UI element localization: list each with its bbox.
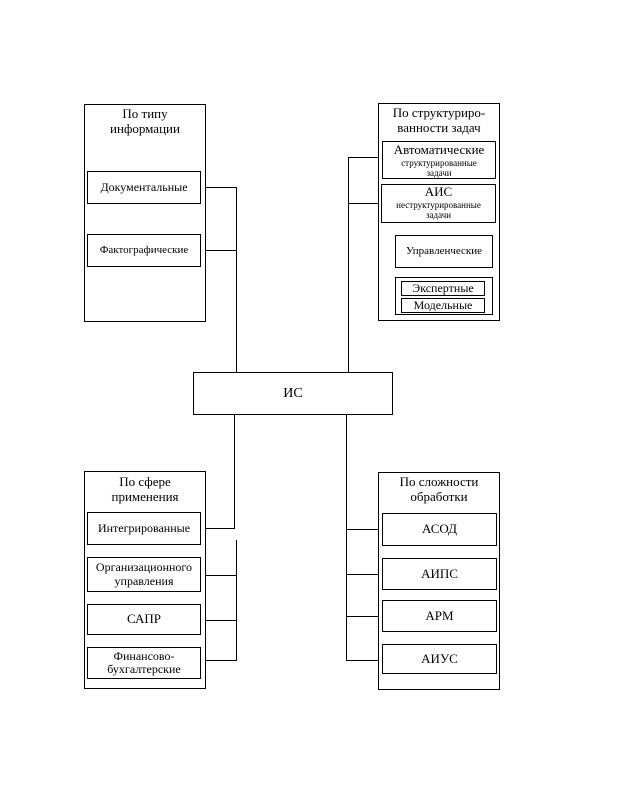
connector <box>348 203 382 204</box>
node-automatic-structured-text: Автоматические структурированные задачи <box>393 142 485 179</box>
is-label: ИС <box>283 385 303 401</box>
node-integrated: Интегрированные <box>87 512 201 545</box>
connector <box>234 413 235 529</box>
node-ais-unstructured-text: АИС неструктурированные задачи <box>396 184 481 221</box>
group-task-structure-title: По структуриро- ванности задач <box>392 105 486 135</box>
connector <box>346 413 347 661</box>
group-info-type-title: По типу информации <box>110 106 180 136</box>
connector <box>348 157 349 372</box>
node-aius: АИУС <box>382 644 497 674</box>
node-managerial: Управленческие <box>395 235 493 268</box>
connector <box>346 574 382 575</box>
connector <box>348 157 382 158</box>
group-complexity-title: По сложности обработки <box>399 474 479 504</box>
node-expert: Экспертные <box>401 281 485 296</box>
is-center-node <box>193 372 393 415</box>
node-asod: АСОД <box>382 513 497 546</box>
node-sapr: САПР <box>87 604 201 635</box>
connector <box>346 529 382 530</box>
node-model: Модельные <box>401 298 485 313</box>
node-org-management: Организационного управления <box>87 557 201 592</box>
node-finance-accounting: Финансово- бухгалтерские <box>87 647 201 679</box>
connector <box>201 575 237 576</box>
connector <box>201 660 237 661</box>
connector <box>236 187 237 372</box>
connector <box>201 620 237 621</box>
connector <box>346 660 382 661</box>
node-documentary: Документальные <box>87 171 201 204</box>
node-aips: АИПС <box>382 558 497 590</box>
group-application-title: По сфере применения <box>111 474 179 504</box>
connector <box>236 540 237 661</box>
node-arm: АРМ <box>382 600 497 632</box>
node-factographic: Фактографические <box>87 234 201 267</box>
connector <box>346 616 382 617</box>
